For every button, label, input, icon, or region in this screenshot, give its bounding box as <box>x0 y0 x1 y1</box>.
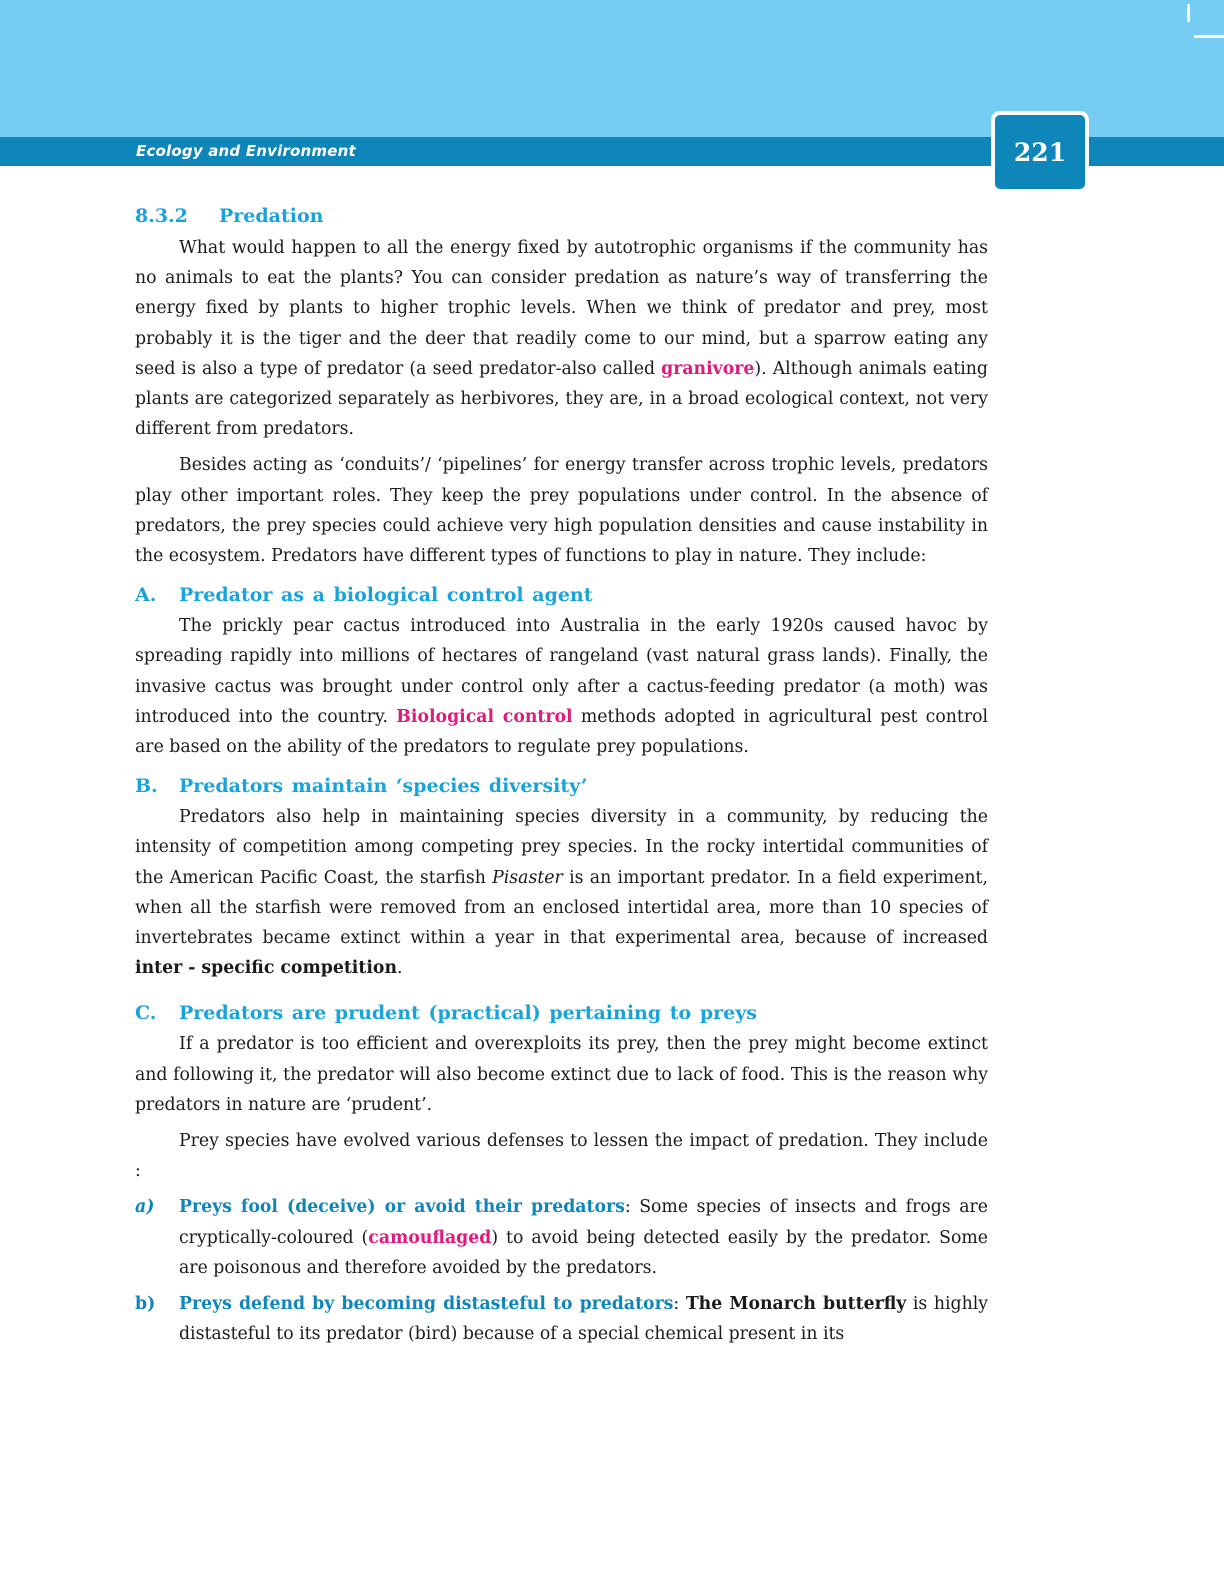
paragraph-intro-2: Besides acting as ‘conduits’/ ‘pipelines’ for energy transfer across trophic levels, predators play other important roles. They keep the prey populations under control. In the absence of predators, the prey species could achieve very high population densities and cause instability in the ecosystem. Predators have different types of functions to play in nature. They include: <box>135 455 988 567</box>
term-granivore: granivore <box>661 358 755 379</box>
list-heading: Preys fool (deceive) or avoid their predators <box>179 1197 625 1218</box>
subheading-letter: C. <box>135 1002 157 1025</box>
crop-mark <box>1194 35 1224 38</box>
term-competition: inter - specific competition <box>135 958 398 979</box>
term-biological-control: Biological control <box>396 706 573 727</box>
term-camouflaged: camouflaged <box>368 1227 492 1248</box>
page-content <box>135 199 988 1356</box>
subheading-b <box>135 770 988 802</box>
text: is highly distasteful to its predator (bird) because of a special chemical present in its <box>179 1294 988 1345</box>
text: : <box>673 1294 686 1315</box>
page-number: 221 <box>1013 137 1067 167</box>
subheading-title: Predator as a biological control agent <box>179 584 593 607</box>
subheading-title: Predators maintain ‘species diversity’ <box>179 775 588 798</box>
section-title: Predation <box>219 205 324 227</box>
text: is an important predator. In a field experiment, when all the starfish were removed from an enclosed intertidal area, more than 10 species of invertebrates became extinct within a year in that experimental area, because of increased <box>135 867 988 949</box>
running-header-title: Ecology and Environment <box>136 142 356 160</box>
list-item-a <box>135 1192 988 1283</box>
term-monarch: The Monarch butterfly <box>685 1294 907 1315</box>
paragraph-c-2: Prey species have evolved various defenses to lessen the impact of predation. They include : <box>135 1131 988 1182</box>
crop-mark <box>1187 4 1190 22</box>
paragraph-a <box>135 611 988 762</box>
paragraph-b <box>135 802 988 983</box>
subheading-title: Predators are prudent (practical) pertaining to preys <box>179 1002 757 1025</box>
text: ) to avoid being detected easily by the predator. Some are poisonous and therefore avoided by the predators. <box>179 1227 988 1278</box>
species-name: Pisaster <box>492 867 563 888</box>
list-item-b <box>135 1289 988 1349</box>
subheading-letter: A. <box>135 584 157 607</box>
text: methods adopted in agricultural pest control are based on the ability of the predators to regulate prey populations. <box>135 706 989 758</box>
section-heading <box>135 199 988 233</box>
text: ). Although animals eating plants are categorized separately as herbivores, they are, in a broad ecological context, not very different from predators. <box>135 358 988 440</box>
paragraph-intro-1 <box>135 233 988 444</box>
list-marker: b) <box>135 1294 156 1315</box>
text: What would happen to all the energy fixed by autotrophic organisms if the community has no animals to eat the plants? You can consider predation as nature’s way of transferring the energy fixed by plants to higher trophic levels. When we think of predator and prey, most probably it is the tiger and the deer that readily come to our mind, but a sparrow eating any seed is also a type of predator (a seed predator-also called <box>135 238 988 379</box>
page-number-box <box>991 111 1089 193</box>
text: . <box>397 958 403 979</box>
list-marker: a) <box>135 1197 155 1218</box>
section-number: 8.3.2 <box>135 205 188 227</box>
text: Predators also help in maintaining species diversity in a community, by reducing the intensity of competition among competing prey species. In the rocky intertidal communities of the American Pacific Coast, the starfish <box>135 807 988 888</box>
subheading-c <box>135 997 988 1029</box>
subheading-letter: B. <box>135 775 158 798</box>
text: The prickly pear cactus introduced into Australia in the early 1920s caused havoc by spreading rapidly into millions of hectares of rangeland (vast natural grass lands). Finally, the invasive cactus was brought under control only after a cactus-feeding predator (a moth) was introduced into the country. <box>135 616 988 727</box>
paragraph-c-1: If a predator is too efficient and overexploits its prey, then the prey might become extinct and following it, the predator will also become extinct due to lack of food. This is the reason why predators in nature are ‘prudent’. <box>135 1034 988 1115</box>
list-heading: Preys defend by becoming distasteful to predators <box>179 1294 674 1315</box>
subheading-a <box>135 579 988 611</box>
text: : Some species of insects and frogs are cryptically-coloured ( <box>179 1197 988 1248</box>
